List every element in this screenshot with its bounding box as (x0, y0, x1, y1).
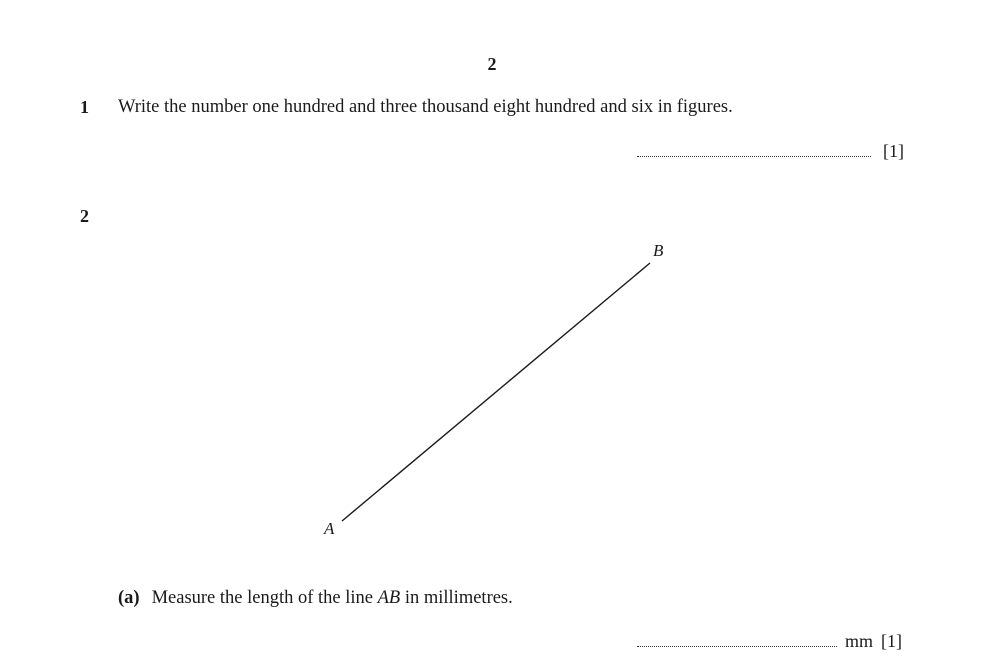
page-number: 2 (487, 54, 497, 74)
part-a-text-before: Measure the length of the line (151, 588, 378, 608)
question-2a-answer-line[interactable] (637, 631, 902, 652)
answer-dotted-line[interactable] (637, 142, 871, 157)
part-a-label: (a) (118, 588, 140, 608)
question-1-number: 1 (80, 97, 89, 117)
part-a-text-after: in millimetres. (400, 588, 513, 608)
question-2a-unit: mm (845, 631, 874, 651)
question-1-answer-line[interactable] (637, 141, 904, 162)
part-a-text-italic: AB (377, 588, 401, 608)
question-1-text: Write the number one hundred and three thousand eight hundred and six in figures. (118, 97, 733, 117)
point-a-label: A (324, 519, 335, 538)
answer-dotted-line[interactable] (637, 632, 837, 647)
question-2a-text (118, 588, 513, 609)
line-ab (342, 263, 650, 521)
question-1-marks: [1] (883, 141, 904, 161)
point-b-label: B (653, 241, 664, 260)
line-ab-svg (300, 230, 700, 550)
question-2-number: 2 (80, 206, 89, 226)
question-2a-marks: [1] (881, 631, 903, 651)
line-ab-diagram (300, 230, 700, 550)
